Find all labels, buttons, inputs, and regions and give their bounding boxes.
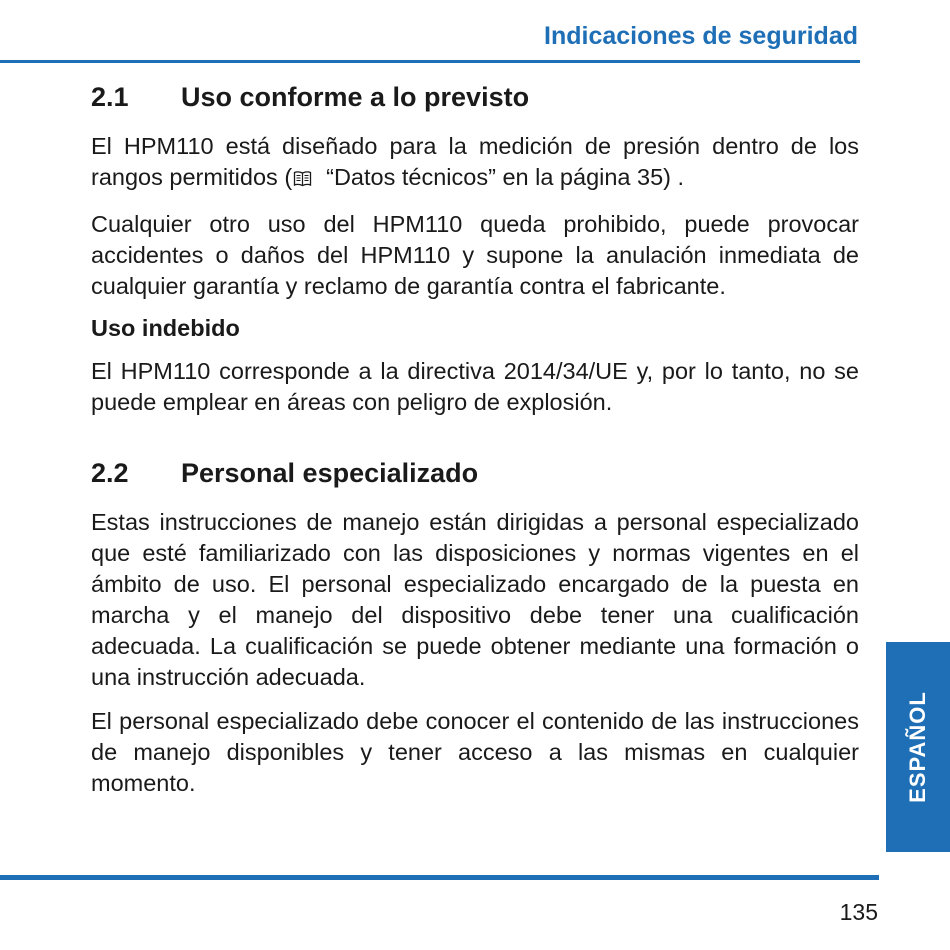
book-icon bbox=[293, 165, 312, 196]
section-title: Uso conforme a lo previsto bbox=[181, 82, 530, 112]
paragraph: El HPM110 corresponde a la directiva 2014/34/UE y, por lo tanto, no se puede emplear en áreas con peligro de explosión. bbox=[91, 358, 859, 415]
paragraph: Estas instrucciones de manejo están dirigidas a personal especializado que esté familiarizado con las disposiciones y normas vigentes en el ámbito de uso. El personal especializado encargado de la puesta en marcha y el manejo del dispositivo debe tener una cualificación adecuada. La cualificación se puede obtener mediante una formación o una instrucción adecuada. bbox=[91, 509, 859, 690]
subheading: Uso indebido bbox=[91, 315, 240, 341]
link-reference-text: “Datos técnicos” en la página 35) . bbox=[326, 164, 685, 190]
paragraph bbox=[91, 131, 859, 196]
section-title: Personal especializado bbox=[181, 458, 479, 488]
page-content bbox=[91, 82, 859, 812]
section-intended-use bbox=[91, 82, 859, 418]
paragraph: Cualquier otro uso del HPM110 queda prohibido, puede provocar accidentes o daños del HPM110 y supone la anulación inmediata de cualquier garantía y reclamo de garantía contra el fabricante. bbox=[91, 211, 859, 299]
page-header-title: Indicaciones de seguridad bbox=[544, 22, 858, 50]
language-tab bbox=[886, 642, 950, 852]
section-number: 2.1 bbox=[91, 82, 129, 112]
paragraph-text: El HPM110 está diseñado para la medición de presión dentro de los rangos permitidos ( bbox=[91, 133, 859, 190]
section-heading bbox=[91, 82, 859, 113]
section-heading bbox=[91, 458, 859, 489]
page-number: 135 bbox=[839, 899, 878, 925]
header-rule bbox=[0, 60, 860, 63]
paragraph: El personal especializado debe conocer el contenido de las instrucciones de manejo disponibles y tener acceso a las mismas en cualquier momento. bbox=[91, 708, 859, 796]
language-tab-label: ESPAÑOL bbox=[905, 691, 930, 803]
footer-rule bbox=[0, 875, 879, 880]
section-number: 2.2 bbox=[91, 458, 129, 488]
section-specialized-personnel bbox=[91, 458, 859, 799]
